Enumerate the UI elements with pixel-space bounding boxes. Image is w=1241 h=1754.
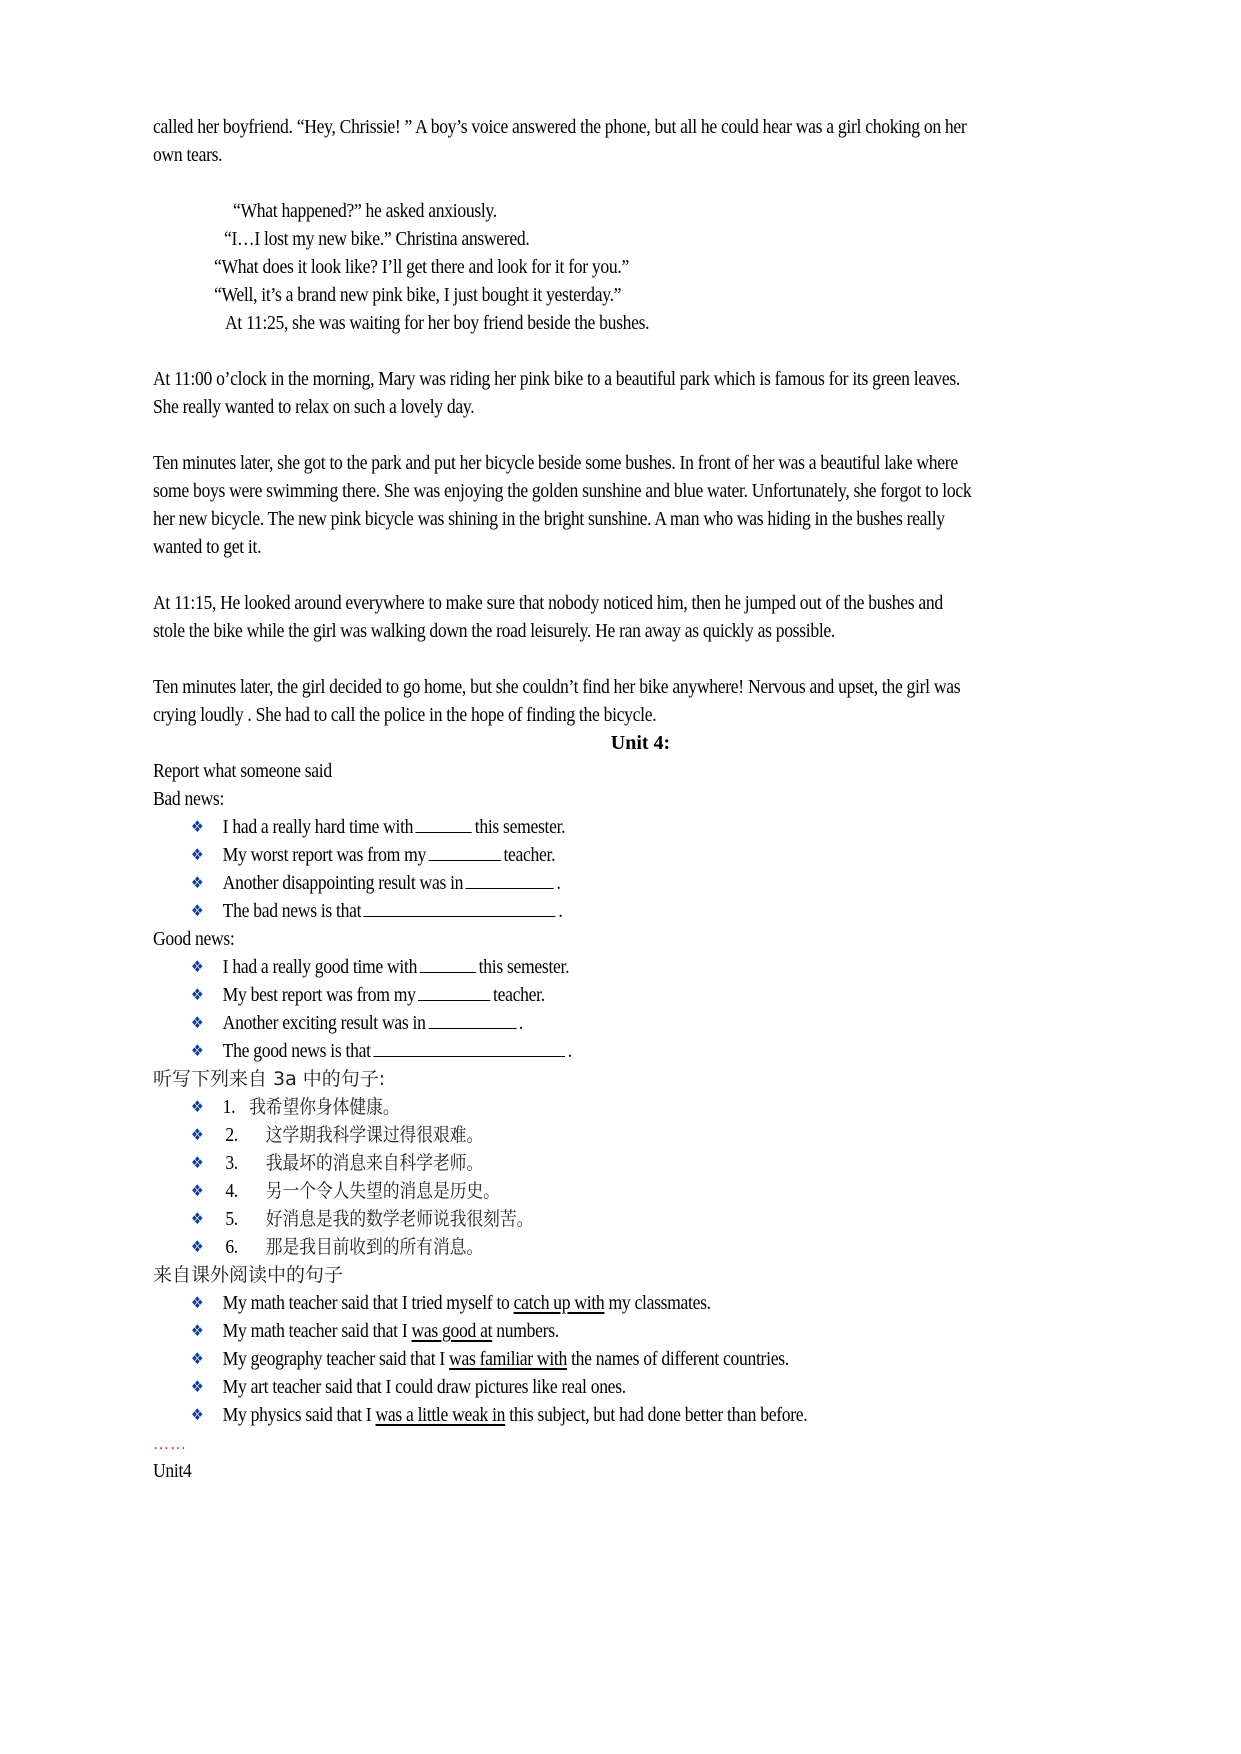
fill-in-blank[interactable] <box>466 870 554 889</box>
fill-in-blank[interactable] <box>420 954 476 973</box>
item-text: 那是我目前收到的所有消息。 <box>265 1236 484 1258</box>
four-diamond-bullet-icon: ❖ <box>191 901 204 920</box>
underlined-phrase: was a little weak in <box>375 1404 506 1426</box>
four-diamond-bullet-icon: ❖ <box>191 1349 204 1368</box>
four-diamond-bullet-icon: ❖ <box>191 873 204 892</box>
item-text: 另一个令人失望的消息是历史。 <box>265 1180 500 1202</box>
unit-title: Unit 4: <box>610 732 671 754</box>
item-text-before: I had a really hard time with <box>222 816 414 838</box>
dictation-item <box>191 1121 483 1150</box>
four-diamond-bullet-icon: ❖ <box>191 1293 204 1312</box>
item-text-after: the names of different countries. <box>566 1348 789 1370</box>
story-paragraph-1-line-1: called her boyfriend. “Hey, Chrissie! ” A boy’s voice answered the phone, but all he could hear was a girl choking on her <box>153 116 967 138</box>
bad-news-item <box>191 869 561 898</box>
item-text-after: this semester. <box>474 816 566 838</box>
story-paragraph-4-line-1: At 11:15, He looked around everywhere to make sure that nobody noticed him, then he jumped out of the bushes and <box>153 592 943 614</box>
four-diamond-bullet-icon: ❖ <box>191 1153 204 1172</box>
item-text-after: . <box>558 900 563 922</box>
dialogue-line-4: “Well, it’s a brand new pink bike, I just bought it yesterday.” <box>214 284 622 306</box>
four-diamond-bullet-icon: ❖ <box>191 1181 204 1200</box>
fill-in-blank[interactable] <box>416 814 472 833</box>
four-diamond-bullet-icon: ❖ <box>191 1237 204 1256</box>
item-text-before: Another disappointing result was in <box>222 872 464 894</box>
fill-in-blank[interactable] <box>364 898 556 917</box>
four-diamond-bullet-icon: ❖ <box>191 1125 204 1144</box>
item-text-before: The good news is that <box>222 1040 371 1062</box>
extra-reading-item <box>191 1289 711 1318</box>
four-diamond-bullet-icon: ❖ <box>191 1013 204 1032</box>
four-diamond-bullet-icon: ❖ <box>191 1041 204 1060</box>
four-diamond-bullet-icon: ❖ <box>191 985 204 1004</box>
extra-reading-heading: 来自课外阅读中的句子 <box>153 1264 344 1286</box>
item-number: 2. <box>225 1124 238 1146</box>
dictation-item <box>191 1177 500 1206</box>
item-number: 5. <box>225 1208 238 1230</box>
item-text: 我最坏的消息来自科学老师。 <box>265 1152 484 1174</box>
item-text-after: teacher. <box>493 984 545 1006</box>
fill-in-blank[interactable] <box>373 1038 565 1057</box>
story-paragraph-3-line-1: Ten minutes later, she got to the park and put her bicycle beside some bushes. In front of her was a beautiful lake where <box>153 452 958 474</box>
item-text: 好消息是我的数学老师说我很刻苦。 <box>265 1208 534 1230</box>
item-text-before: My geography teacher said that I <box>222 1348 450 1370</box>
good-news-heading: Good news: <box>153 928 235 950</box>
four-diamond-bullet-icon: ❖ <box>191 817 204 836</box>
four-diamond-bullet-icon: ❖ <box>191 845 204 864</box>
item-text-after: this subject, but had done better than before. <box>505 1404 808 1426</box>
good-news-item <box>191 1009 523 1038</box>
item-text-before: My best report was from my <box>222 984 416 1006</box>
story-paragraph-5-line-2: crying loudly . She had to call the police in the hope of finding the bicycle. <box>153 704 657 726</box>
item-text: 我希望你身体健康。 <box>249 1096 400 1118</box>
four-diamond-bullet-icon: ❖ <box>191 1377 204 1396</box>
four-diamond-bullet-icon: ❖ <box>191 957 204 976</box>
four-diamond-bullet-icon: ❖ <box>191 1097 204 1116</box>
item-text-before: Another exciting result was in <box>222 1012 426 1034</box>
bad-news-item <box>191 813 565 842</box>
story-paragraph-4-line-2: stole the bike while the girl was walking down the road leisurely. He ran away as quickly as possible. <box>153 620 836 642</box>
item-number: 4. <box>225 1180 238 1202</box>
extra-reading-item <box>191 1345 789 1374</box>
underlined-phrase: catch up with <box>513 1292 605 1314</box>
story-paragraph-2-line-1: At 11:00 o’clock in the morning, Mary was riding her pink bike to a beautiful park which is famous for its green leaves. <box>153 368 960 390</box>
extra-reading-item <box>191 1373 626 1402</box>
dialogue-line-3: “What does it look like? I’ll get there and look for it for you.” <box>214 256 629 278</box>
item-text: 这学期我科学课过得很艰难。 <box>265 1124 484 1146</box>
unit-subtitle: Report what someone said <box>153 760 332 782</box>
four-diamond-bullet-icon: ❖ <box>191 1209 204 1228</box>
good-news-item <box>191 953 569 982</box>
bad-news-item <box>191 841 555 870</box>
extra-reading-item <box>191 1317 559 1346</box>
underlined-phrase: was good at <box>411 1320 493 1342</box>
dictation-item <box>191 1149 483 1178</box>
dictation-item <box>191 1233 483 1262</box>
item-text-after: teacher. <box>503 844 556 866</box>
fill-in-blank[interactable] <box>429 842 501 861</box>
fill-in-blank[interactable] <box>428 1010 516 1029</box>
item-text-before: My math teacher said that I <box>222 1320 412 1342</box>
dialogue-line-2: “I…I lost my new bike.” Christina answered. <box>224 228 530 250</box>
dialogue-line-1: “What happened?” he asked anxiously. <box>233 200 497 222</box>
four-diamond-bullet-icon: ❖ <box>191 1321 204 1340</box>
dictation-item <box>191 1205 533 1234</box>
bad-news-heading: Bad news: <box>153 788 225 810</box>
story-paragraph-3-line-3: her new bicycle. The new pink bicycle was shining in the bright sunshine. A man who was hiding in the bushes really <box>153 508 945 530</box>
ellipsis-marker: …… <box>153 1436 187 1453</box>
fill-in-blank[interactable] <box>418 982 490 1001</box>
story-paragraph-2-line-2: She really wanted to relax on such a lovely day. <box>153 396 475 418</box>
item-text-after: . <box>567 1040 572 1062</box>
item-text-before: I had a really good time with <box>222 956 418 978</box>
story-paragraph-3-line-2: some boys were swimming there. She was enjoying the golden sunshine and blue water. Unfortunately, she forgot to lock <box>153 480 972 502</box>
underlined-phrase: was familiar with <box>449 1348 567 1370</box>
item-number: 3. <box>225 1152 238 1174</box>
item-text-before: My physics said that I <box>222 1404 376 1426</box>
story-paragraph-5-line-1: Ten minutes later, the girl decided to go home, but she couldn’t find her bike anywhere! Nervous and upset, the girl was <box>153 676 961 698</box>
bad-news-item <box>191 897 562 926</box>
story-paragraph-3-line-4: wanted to get it. <box>153 536 262 558</box>
item-text-after: my classmates. <box>604 1292 711 1314</box>
item-text-after: this semester. <box>478 956 570 978</box>
four-diamond-bullet-icon: ❖ <box>191 1405 204 1424</box>
story-paragraph-1-line-2: own tears. <box>153 144 223 166</box>
footer-unit-label: Unit4 <box>153 1460 192 1482</box>
item-text-after: . <box>518 1012 523 1034</box>
good-news-item <box>191 981 545 1010</box>
item-number: 6. <box>225 1236 238 1258</box>
dialogue-line-5: At 11:25, she was waiting for her boy friend beside the bushes. <box>225 312 650 334</box>
item-text-before: My art teacher said that I could draw pictures like real ones. <box>222 1376 626 1398</box>
item-text-before: The bad news is that <box>222 900 362 922</box>
item-text-before: My worst report was from my <box>222 844 427 866</box>
dictation-heading: 听写下列来自 3a 中的句子: <box>153 1068 386 1090</box>
item-text-after: . <box>556 872 561 894</box>
extra-reading-item <box>191 1401 807 1430</box>
dictation-item <box>191 1093 400 1122</box>
item-number: 1. <box>222 1096 236 1118</box>
good-news-item <box>191 1037 572 1066</box>
item-text-before: My math teacher said that I tried myself to <box>222 1292 514 1314</box>
item-text-after: numbers. <box>492 1320 559 1342</box>
